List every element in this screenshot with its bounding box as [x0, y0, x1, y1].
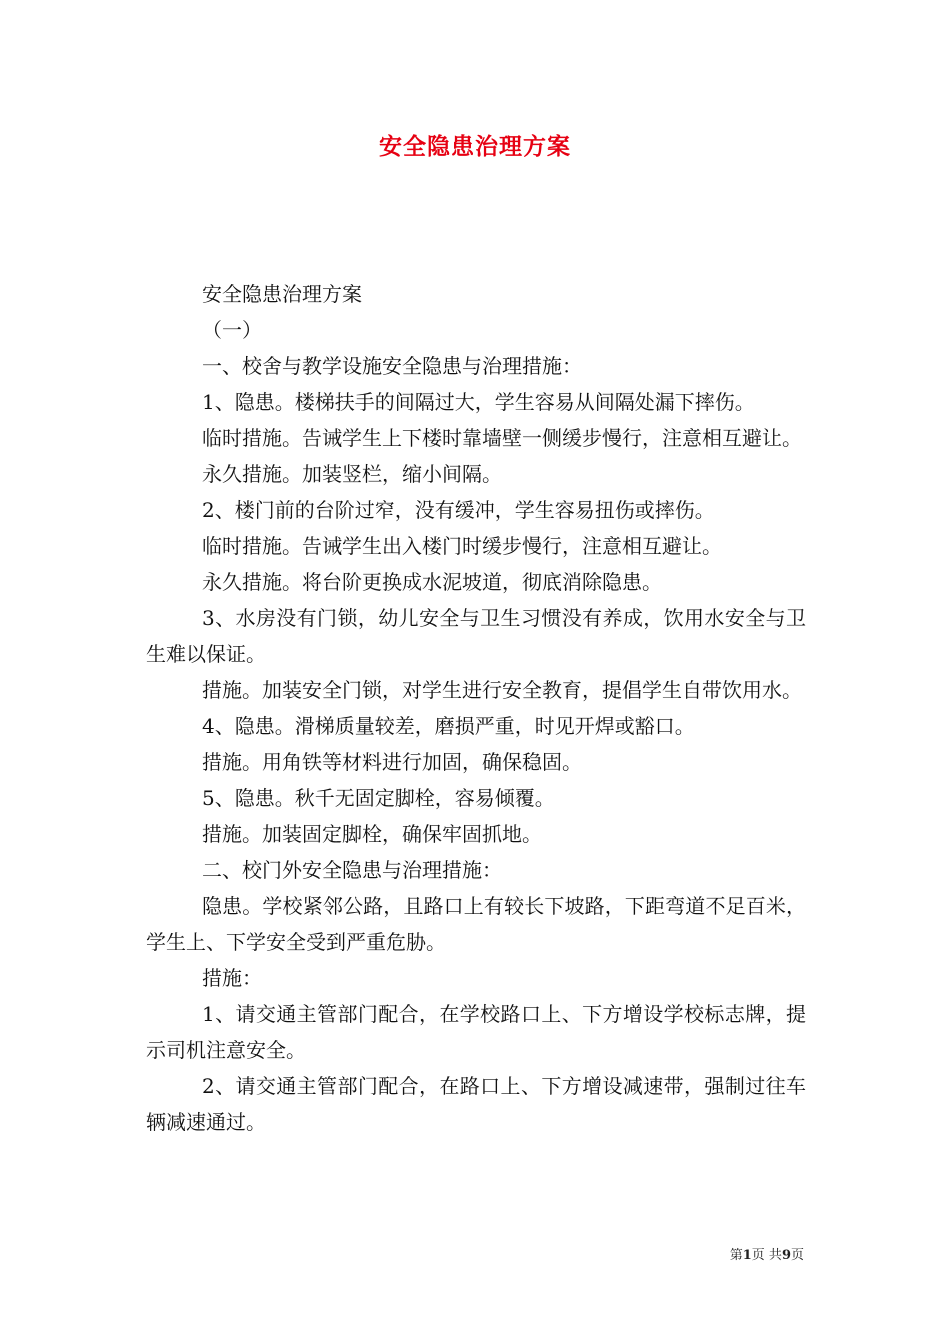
body-paragraph: 措施： [202, 966, 262, 990]
page-number-footer [730, 1244, 804, 1263]
document-title: 安全隐患治理方案 [379, 133, 571, 160]
current-page-number: 1 [742, 1248, 752, 1263]
footer-prefix: 第 [729, 1248, 743, 1263]
footer-suffix: 页 [790, 1248, 804, 1263]
body-paragraph: 临时措施。告诫学生上下楼时靠墙壁一侧缓步慢行，注意相互避让。 [202, 426, 802, 450]
body-paragraph: 措施。加装固定脚栓，确保牢固抓地。 [202, 822, 542, 846]
footer-middle: 页 共 [751, 1248, 782, 1263]
body-paragraph: 安全隐患治理方案 [202, 282, 362, 306]
document-body [146, 276, 806, 1140]
total-page-count: 9 [781, 1248, 791, 1263]
body-paragraph: 临时措施。告诫学生出入楼门时缓步慢行，注意相互避让。 [202, 534, 722, 558]
body-paragraph: 措施。用角铁等材料进行加固，确保稳固。 [202, 750, 582, 774]
body-paragraph: 1、请交通主管部门配合，在学校路口上、下方增设学校标志牌，提示司机注意安全。 [146, 1002, 806, 1062]
body-paragraph: 二、校门外安全隐患与治理措施： [202, 858, 502, 882]
body-paragraph: 2、请交通主管部门配合，在路口上、下方增设减速带，强制过往车辆减速通过。 [146, 1074, 806, 1134]
body-paragraph: 一、校舍与教学设施安全隐患与治理措施： [202, 354, 582, 378]
body-paragraph: 5、隐患。秋千无固定脚栓，容易倾覆。 [202, 786, 555, 810]
body-paragraph: 3、水房没有门锁，幼儿安全与卫生习惯没有养成，饮用水安全与卫生难以保证。 [146, 606, 806, 666]
body-paragraph: 永久措施。加装竖栏，缩小间隔。 [202, 462, 502, 486]
body-paragraph: 4、隐患。滑梯质量较差，磨损严重，时见开焊或豁口。 [202, 714, 695, 738]
body-paragraph: 1、隐患。楼梯扶手的间隔过大，学生容易从间隔处漏下摔伤。 [202, 390, 755, 414]
body-paragraph: 措施。加装安全门锁，对学生进行安全教育，提倡学生自带饮用水。 [202, 678, 802, 702]
body-paragraph: （一） [202, 318, 262, 342]
body-paragraph: 隐患。学校紧邻公路，且路口上有较长下坡路，下距弯道不足百米，学生上、下学安全受到严重危胁。 [146, 894, 806, 954]
body-paragraph: 2、楼门前的台阶过窄，没有缓冲，学生容易扭伤或摔伤。 [202, 498, 715, 522]
body-paragraph: 永久措施。将台阶更换成水泥坡道，彻底消除隐患。 [202, 570, 662, 594]
